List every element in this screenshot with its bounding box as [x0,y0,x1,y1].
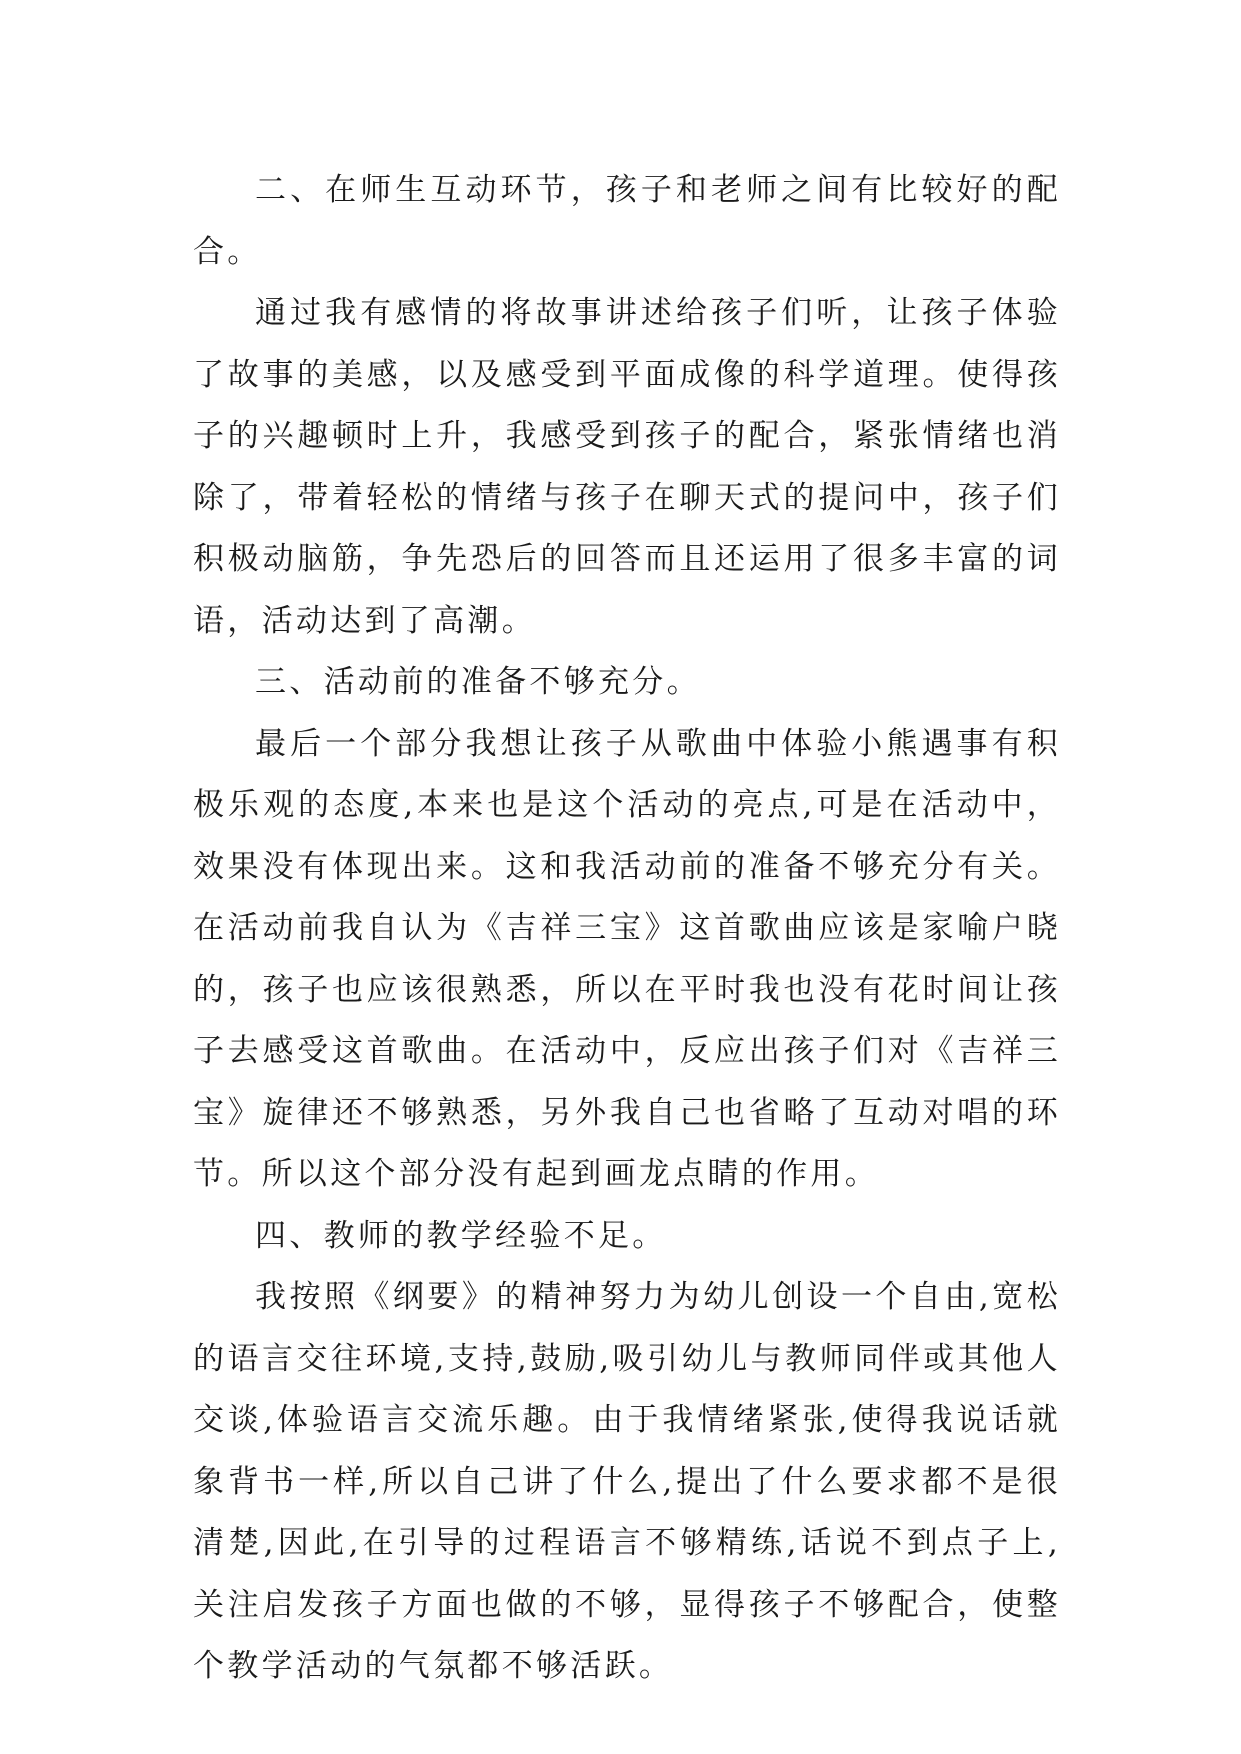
document-body [193,160,1061,1698]
body-paragraph: 通过我有感情的将故事讲述给孩子们听，让孩子体验了故事的美感，以及感受到平面成像的科学道理。使得孩子的兴趣顿时上升，我感受到孩子的配合，紧张情绪也消除了，带着轻松的情绪与孩子在聊天式的提问中，孩子们积极动脑筋，争先恐后的回答而且还运用了很多丰富的词语，活动达到了高潮。 [193,295,1061,639]
section-heading-4: 四、教师的教学经验不足。 [255,1217,667,1254]
section-heading-2: 二、在师生互动环节，孩子和老师之间有比较好的配合。 [193,172,1061,270]
body-paragraph: 我按照《纲要》的精神努力为幼儿创设一个自由,宽松的语言交往环境,支持,鼓励,吸引幼儿与教师同伴或其他人交谈,体验语言交流乐趣。由于我情绪紧张,使得我说话就象背书一样,所以自己讲了什么,提出了什么要求都不是很清楚,因此,在引导的过程语言不够精练,话说不到点子上,关注启发孩子方面也做的不够，显得孩子不够配合，使整个教学活动的气氛都不够活跃。 [193,1279,1061,1684]
section-heading-3: 三、活动前的准备不够充分。 [255,664,701,700]
body-paragraph: 最后一个部分我想让孩子从歌曲中体验小熊遇事有积极乐观的态度,本来也是这个活动的亮点,可是在活动中，效果没有体现出来。这和我活动前的准备不够充分有关。在活动前我自认为《吉祥三宝》这首歌曲应该是家喻户晓的，孩子也应该很熟悉，所以在平时我也没有花时间让孩子去感受这首歌曲。在活动中，反应出孩子们对《吉祥三宝》旋律还不够熟悉，另外我自己也省略了互动对唱的环节。所以这个部分没有起到画龙点睛的作用。 [193,725,1061,1192]
